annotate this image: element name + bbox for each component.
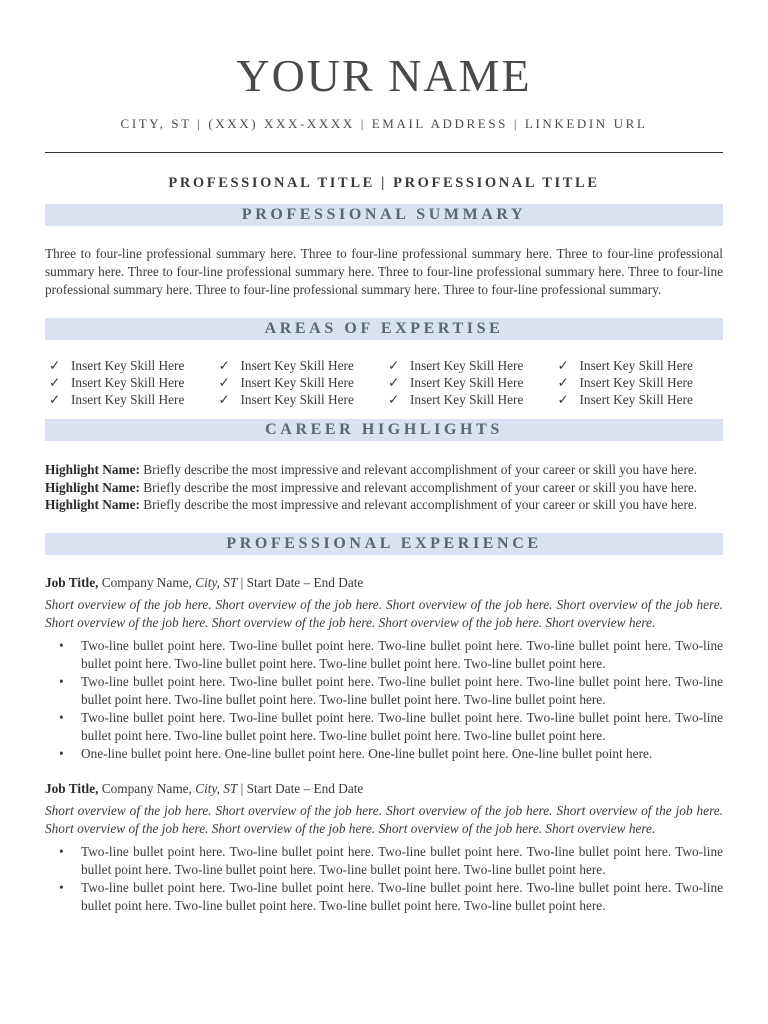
job-header [45,574,723,592]
section-heading-summary: PROFESSIONAL SUMMARY [45,204,723,226]
job-location: City, ST [195,780,238,796]
skill-label: Insert Key Skill Here [71,391,185,407]
skill-item [554,392,724,409]
highlights-list [45,461,723,514]
job-dates: | Start Date – End Date [237,780,364,796]
job-dates: | Start Date – End Date [237,575,364,591]
job-overview: Short overview of the job here. Short overview of the job here. Short overview of the job here. Short overview of the job here. Short overview of the job here. Short overview of the job here. Short overview of the job here. Short overview here. [45,802,723,836]
skill-item [215,375,385,392]
highlight-item [45,479,723,497]
checkmark-icon: ✓ [557,375,569,391]
skills-column-3 [384,358,554,408]
highlight-name: Highlight Name: [45,497,140,513]
bullet-text: Two-line bullet point here. Two-line bullet point here. Two-line bullet point here. Two-line bullet point here. Two-line bullet point here. Two-line bullet point here. Two-line bullet point here. Two-line bullet point here. [81,637,723,671]
contact-line: CITY, ST | (XXX) XXX-XXXX | EMAIL ADDRESS | LINKEDIN URL [120,116,648,131]
skill-label: Insert Key Skill Here [410,375,524,391]
bullet-item [45,709,723,745]
bullet-text: Two-line bullet point here. Two-line bullet point here. Two-line bullet point here. Two-line bullet point here. Two-line bullet point here. Two-line bullet point here. Two-line bullet point here. Two-line bullet point here. [81,709,723,743]
bullet-text: Two-line bullet point here. Two-line bullet point here. Two-line bullet point here. Two-line bullet point here. Two-line bullet point here. Two-line bullet point here. Two-line bullet point here. Two-line bullet point here. [81,879,723,913]
bullet-text: One-line bullet point here. One-line bullet point here. One-line bullet point here. One-line bullet point here. [81,745,653,761]
skill-item [45,392,215,409]
bullet-item [45,843,723,879]
header-divider [45,152,723,153]
skill-label: Insert Key Skill Here [410,391,524,407]
job-location: City, ST [195,575,238,591]
professional-titles: PROFESSIONAL TITLE | PROFESSIONAL TITLE [168,175,600,191]
checkmark-icon: ✓ [218,391,230,407]
highlight-text: Briefly describe the most impressive and relevant accomplishment of your career or skill you have here. [139,461,698,477]
bullet-icon: • [59,745,64,761]
checkmark-icon: ✓ [388,391,400,407]
skill-item [45,358,215,375]
skills-column-4 [554,358,724,408]
skill-item [215,358,385,375]
checkmark-icon: ✓ [218,358,230,374]
skill-item [384,375,554,392]
checkmark-icon: ✓ [388,375,400,391]
highlight-text: Briefly describe the most impressive and relevant accomplishment of your career or skill you have here. [139,479,698,495]
bullet-icon: • [59,637,64,653]
company-name: Company Name, [98,780,196,796]
highlight-item [45,461,723,479]
job-bullets [45,843,723,915]
skills-grid [45,358,723,408]
skill-label: Insert Key Skill Here [579,358,693,374]
checkmark-icon: ✓ [388,358,400,374]
skill-label: Insert Key Skill Here [240,391,354,407]
checkmark-icon: ✓ [557,358,569,374]
summary-paragraph: Three to four-line professional summary here. Three to four-line professional summary here. Three to four-line professional summary here. Three to four-line professional summary here. Three to four-line professional summary here. Three to four-line professional summary here. Three to four-line professional summary here. Three to four-line professional summary. [45,246,723,297]
checkmark-icon: ✓ [49,358,61,374]
company-name: Company Name, [98,575,196,591]
bullet-icon: • [59,843,64,859]
bullet-icon: • [59,879,64,895]
section-heading-highlights: CAREER HIGHLIGHTS [45,419,723,441]
bullet-text: Two-line bullet point here. Two-line bullet point here. Two-line bullet point here. Two-line bullet point here. Two-line bullet point here. Two-line bullet point here. Two-line bullet point here. Two-line bullet point here. [81,673,723,707]
checkmark-icon: ✓ [218,375,230,391]
skill-label: Insert Key Skill Here [410,358,524,374]
bullet-icon: • [59,709,64,725]
highlight-text: Briefly describe the most impressive and relevant accomplishment of your career or skill you have here. [139,497,698,513]
job-entry-2 [45,780,723,915]
checkmark-icon: ✓ [557,391,569,407]
job-overview: Short overview of the job here. Short overview of the job here. Short overview of the job here. Short overview of the job here. Short overview of the job here. Short overview of the job here. Short overview of the job here. Short overview here. [45,596,723,630]
skill-item [45,375,215,392]
job-title: Job Title, [45,780,99,796]
job-entry-1 [45,574,723,763]
skills-column-2 [215,358,385,408]
skill-item [384,392,554,409]
section-heading-experience: PROFESSIONAL EXPERIENCE [45,533,723,555]
skill-label: Insert Key Skill Here [579,391,693,407]
skill-item [384,358,554,375]
bullet-text: Two-line bullet point here. Two-line bullet point here. Two-line bullet point here. Two-line bullet point here. Two-line bullet point here. Two-line bullet point here. Two-line bullet point here. Two-line bullet point here. [81,843,723,877]
job-bullets [45,637,723,763]
skill-item [215,392,385,409]
bullet-item [45,673,723,709]
highlight-name: Highlight Name: [45,461,140,477]
candidate-name: YOUR NAME [236,50,532,101]
section-heading-expertise: AREAS OF EXPERTISE [45,318,723,340]
bullet-item [45,637,723,673]
bullet-item [45,879,723,915]
highlight-name: Highlight Name: [45,479,140,495]
bullet-icon: • [59,673,64,689]
skill-label: Insert Key Skill Here [71,375,185,391]
skill-item [554,375,724,392]
skills-column-1 [45,358,215,408]
bullet-item [45,745,723,763]
job-header [45,780,723,798]
skill-item [554,358,724,375]
checkmark-icon: ✓ [49,375,61,391]
skill-label: Insert Key Skill Here [240,358,354,374]
skill-label: Insert Key Skill Here [240,375,354,391]
job-title: Job Title, [45,575,99,591]
skill-label: Insert Key Skill Here [579,375,693,391]
skill-label: Insert Key Skill Here [71,358,185,374]
checkmark-icon: ✓ [49,391,61,407]
highlight-item [45,496,723,514]
